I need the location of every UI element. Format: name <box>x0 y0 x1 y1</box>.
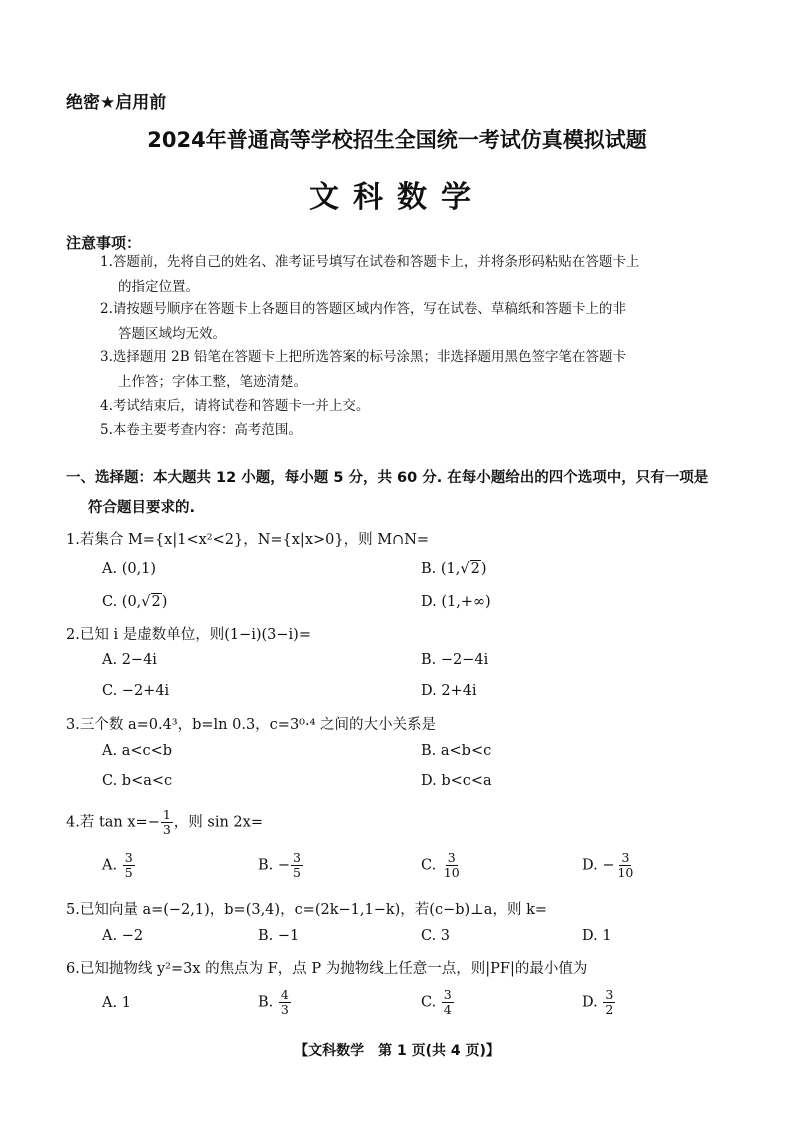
q2-option-a: A. 2−4i <box>102 652 157 668</box>
q6-option-b: B. $\frac{4}{3}$ <box>258 987 289 1017</box>
notice-line: 2.请按题号顺序在答题卡上各题目的答题区域内作答，写在试卷、草稿纸和答题卡上的非 <box>100 301 626 317</box>
q6-option-c: C. $\frac{3}{4}$ <box>421 987 452 1017</box>
q3-option-c: C. b<a<c <box>102 773 173 789</box>
question-5-stem: 5.已知向量 a=(−2,1)，b=(3,4)，c=(2k−1,1−k)，若(c−b)⊥a，则 k= <box>66 902 547 918</box>
notice-line: 上作答；字体工整，笔迹清楚。 <box>118 374 307 390</box>
notice-line: 5.本卷主要考查内容：高考范围。 <box>100 422 302 438</box>
q5-option-d: D. 1 <box>582 928 612 944</box>
notice-line: 的指定位置。 <box>118 279 199 295</box>
q2-option-d: D. 2+4i <box>421 683 477 699</box>
notice-line: 答题区域均无效。 <box>118 326 226 342</box>
question-6-stem: 6.已知抛物线 y²=3x 的焦点为 F，点 P 为抛物线上任意一点，则|PF|的最小值为 <box>66 961 588 977</box>
q2-option-c: C. −2+4i <box>102 683 170 699</box>
q6-option-d: D. $\frac{3}{2}$ <box>582 987 614 1017</box>
q1-option-d: D. (1,+∞) <box>421 594 491 610</box>
q3-option-d: D. b<c<a <box>421 773 492 789</box>
q4-option-d: D. − $\frac{3}{10}$ <box>582 850 634 880</box>
q4-option-a: A. $\frac{3}{5}$ <box>102 850 133 880</box>
q6-option-a: A. 1 <box>102 995 131 1011</box>
q1-option-a: A. (0,1) <box>102 561 157 577</box>
q5-option-b: B. −1 <box>258 928 300 944</box>
question-2-stem: 2.已知 i 是虚数单位，则(1−i)(3−i)= <box>66 627 311 643</box>
page-footer: 【文科数学 第 1 页(共 4 页)】 <box>294 1043 500 1059</box>
section-heading-cont: 符合题目要求的. <box>88 500 196 516</box>
notice-heading: 注意事项： <box>66 234 142 252</box>
confidential-mark: 绝密★启用前 <box>66 93 167 113</box>
q4-option-b: B. − $\frac{3}{5}$ <box>258 850 301 880</box>
question-1-stem: 1.若集合 M={x|1<x²<2}，N={x|x>0}，则 M∩N= <box>66 532 430 548</box>
question-3-stem: 3.三个数 a=0.4³，b=ln 0.3，c=3⁰·⁴ 之间的大小关系是 <box>66 717 437 733</box>
q4-option-c: C. $\frac{3}{10}$ <box>421 850 460 880</box>
q2-option-b: B. −2−4i <box>421 652 489 668</box>
notice-line: 4.考试结束后，请将试卷和答题卡一并上交。 <box>100 398 370 414</box>
exam-title: 2024年普通高等学校招生全国统一考试仿真模拟试题 <box>147 128 647 152</box>
notice-line: 1.答题前，先将自己的姓名、准考证号填写在试卷和答题卡上，并将条形码粘贴在答题卡上 <box>100 254 640 270</box>
q1-option-c: C. (0,√2) <box>102 594 168 610</box>
question-4-stem: 4.若 tan x=− $\frac{1}{3}$ ，则 sin 2x= <box>66 807 263 837</box>
fraction: $\frac{1}{3}$ <box>162 807 171 837</box>
q5-option-a: A. −2 <box>102 928 144 944</box>
q3-option-b: B. a<b<c <box>421 743 492 759</box>
q1-option-b: B. (1,√2) <box>421 561 487 577</box>
subject-title: 文科数学 <box>309 180 485 215</box>
q5-option-c: C. 3 <box>421 928 451 944</box>
section-heading: 一、选择题：本大题共 12 小题，每小题 5 分，共 60 分. 在每小题给出的四个选项中，只有一项是 <box>66 470 709 486</box>
q3-option-a: A. a<c<b <box>102 743 173 759</box>
notice-line: 3.选择题用 2B 铅笔在答题卡上把所选答案的标号涂黑；非选择题用黑色签字笔在答题卡 <box>100 349 626 365</box>
